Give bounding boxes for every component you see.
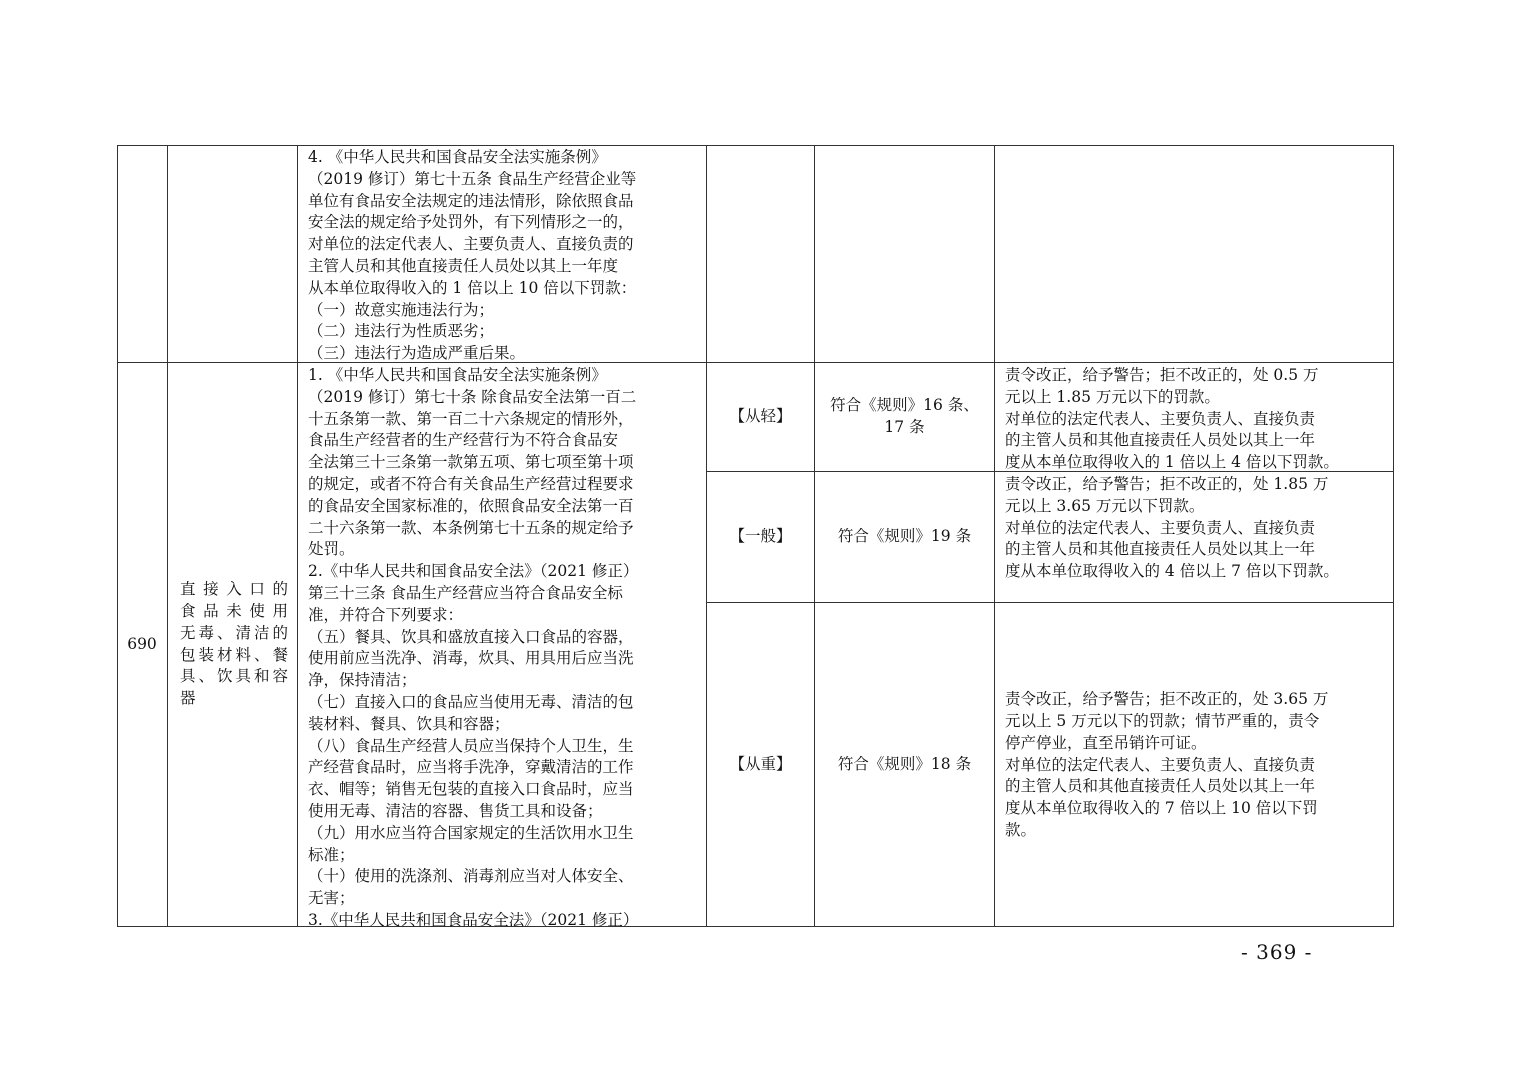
level-label: 【从重】 <box>729 754 792 773</box>
item-name-line: 无毒、清洁的 <box>180 623 288 642</box>
level-cell-normal <box>707 472 815 603</box>
prev-row-basis-cell: 4. 《中华人民共和国食品安全法实施条例》 （2019 修订）第七十五条 食品生产经营企业等 单位有食品安全法规定的违法情形，除依照食品 安全法的规定给予处罚外，有下列情形之一的， 对单位的法定代表人、主要负责人、直接负责的 主管人员和其他直接责任人员处以其上一年度 从本单位取得收入的 1 倍以上 10 倍以下罚款： （一）故意实施违法行为； （二）违法行为性质恶劣； （三）违法行为造成严重后果。 <box>298 145 707 363</box>
item-name-line: 食品未使用 <box>180 601 288 620</box>
row-number-cell <box>117 363 168 927</box>
condition-cell-light: 符合《规则》16 条、 17 条 <box>815 363 995 472</box>
level-label: 【一般】 <box>729 527 792 546</box>
item-name <box>180 579 288 710</box>
prev-row-condition-cell <box>815 145 995 363</box>
item-name-line: 包装材料、餐 <box>180 645 288 664</box>
level-label: 【从轻】 <box>729 407 792 426</box>
penalty-cell-normal: 责令改正，给予警告；拒不改正的，处 1.85 万 元以上 3.65 万元以下罚款。 对单位的法定代表人、主要负责人、直接负责 的主管人员和其他直接责任人员处以其上一年 度从本单位取得收入的 4 倍以上 7 倍以下罚款。 <box>995 472 1394 603</box>
prev-row-name-cell <box>168 145 298 363</box>
item-name-line: 器 <box>180 689 196 708</box>
legal-basis-cell: 1. 《中华人民共和国食品安全法实施条例》 （2019 修订）第七十条 除食品安全法第一百二 十五条第一款、第一百二十六条规定的情形外， 食品生产经营者的生产经营行为不符合食品安 全法第三十三条第一款第五项、第七项至第十项 的规定，或者不符合有关食品生产经营过程要求 的食品安全国家标准的，依照食品安全法第一百 二十六条第一款、本条例第七十五条的规定给予 处罚。 2.《中华人民共和国食品安全法》（2021 修正） 第三十三条 食品生产经营应当符合食品安全标 准，并符合下列要求： （五）餐具、饮具和盛放直接入口食品的容器， 使用前应当洗净、消毒，炊具、用具用后应当洗 净，保持清洁； （七）直接入口的食品应当使用无毒、清洁的包 装材料、餐具、饮具和容器； （八）食品生产经营人员应当保持个人卫生，生 产经营食品时，应当将手洗净，穿戴清洁的工作 衣、帽等；销售无包装的直接入口食品时，应当 使用无毒、清洁的容器、售货工具和设备； （九）用水应当符合国家规定的生活饮用水卫生 标准； （十）使用的洗涤剂、消毒剂应当对人体安全、 无害； 3.《中华人民共和国食品安全法》（2021 修正） <box>298 363 707 927</box>
prev-row-number-cell <box>117 145 168 363</box>
penalty-cell-heavy <box>995 603 1394 927</box>
condition-cell-normal: 符合《规则》19 条 <box>815 472 995 603</box>
page-number: - 369 - <box>1241 940 1313 964</box>
penalty-text: 责令改正，给予警告；拒不改正的，处 3.65 万 元以上 5 万元以下的罚款；情节严重的，责令 停产停业，直至吊销许可证。 对单位的法定代表人、主要负责人、直接负责 的主管人员和其他直接责任人员处以其上一年 度从本单位取得收入的 7 倍以上 10 倍以下罚 款。 <box>1005 690 1329 839</box>
penalty-table <box>117 145 1394 927</box>
prev-row-level-cell <box>707 145 815 363</box>
level-cell-light <box>707 363 815 472</box>
item-name-line: 直接入口的 <box>180 580 288 599</box>
row-number: 690 <box>127 634 157 653</box>
condition-cell-heavy: 符合《规则》18 条 <box>815 603 995 927</box>
prev-row-penalty-cell <box>995 145 1394 363</box>
item-name-line: 具、饮具和容 <box>180 667 288 686</box>
item-name-cell <box>168 363 298 927</box>
penalty-cell-light: 责令改正，给予警告；拒不改正的，处 0.5 万 元以上 1.85 万元以下的罚款。 对单位的法定代表人、主要负责人、直接负责 的主管人员和其他直接责任人员处以其上一年 度从本单位取得收入的 1 倍以上 4 倍以下罚款。 <box>995 363 1394 472</box>
level-cell-heavy <box>707 603 815 927</box>
